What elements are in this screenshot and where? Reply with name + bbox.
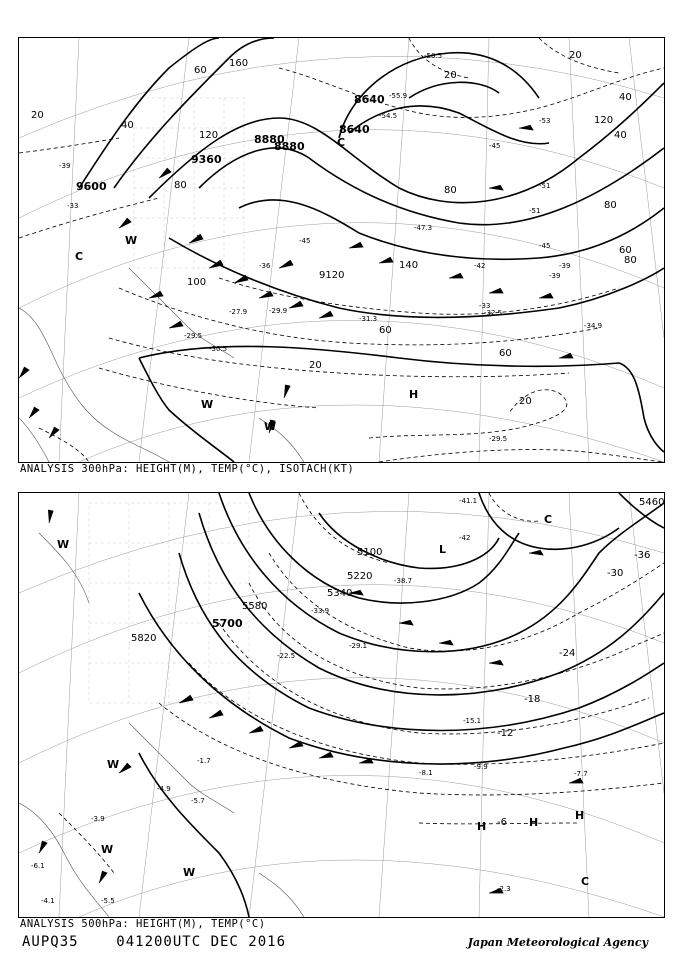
isotach-label: 20 bbox=[569, 50, 582, 61]
temp-label: -45 bbox=[299, 237, 311, 245]
warm-center-symbol: W bbox=[57, 538, 70, 551]
isotach-label: 160 bbox=[229, 58, 249, 69]
isotherm-label: -36 bbox=[634, 550, 651, 561]
height-label-9360: 9360 bbox=[191, 153, 222, 166]
isotherm-label: -18 bbox=[524, 694, 541, 705]
map-300hpa-canvas bbox=[19, 38, 664, 462]
graticule bbox=[19, 38, 664, 462]
temp-label: -4.9 bbox=[157, 785, 171, 793]
temp-label: -55.9 bbox=[389, 92, 408, 100]
temp-label: -3.9 bbox=[91, 815, 105, 823]
temp-label: -29.1 bbox=[349, 642, 368, 650]
isotherm-label: -6 bbox=[497, 817, 507, 828]
isotach-label: 80 bbox=[174, 180, 187, 191]
cold-center-symbol: C bbox=[75, 250, 84, 263]
graticule bbox=[19, 493, 664, 917]
cold-center-symbol: C bbox=[337, 136, 346, 149]
high-center-symbol: H bbox=[575, 809, 585, 822]
warm-center-symbol: W bbox=[201, 398, 214, 411]
isotach-label: 20 bbox=[309, 360, 322, 371]
temp-label: -50.5 bbox=[424, 52, 443, 60]
temp-label: -2.3 bbox=[497, 885, 511, 893]
temp-label: -51 bbox=[529, 207, 541, 215]
temp-label: -8.1 bbox=[419, 769, 433, 777]
isotach-label: 120 bbox=[199, 130, 219, 141]
map-500hpa bbox=[18, 492, 665, 918]
temp-label: -36 bbox=[259, 262, 271, 270]
temp-label: -29.5 bbox=[489, 435, 508, 443]
temp-label: -9.9 bbox=[474, 763, 488, 771]
temp-label: -29.9 bbox=[269, 307, 288, 315]
isotach-label: 60 bbox=[379, 325, 392, 336]
high-center-symbol: H bbox=[477, 820, 487, 833]
height-contours bbox=[139, 493, 664, 917]
temp-label: -39 bbox=[549, 272, 561, 280]
isotherms-dashed bbox=[19, 38, 664, 462]
temp-label: -42 bbox=[474, 262, 486, 270]
temp-label: -45 bbox=[539, 242, 551, 250]
temp-labels bbox=[31, 497, 588, 905]
warm-center-symbol: W bbox=[125, 234, 138, 247]
temp-label: -27.9 bbox=[229, 308, 248, 316]
temp-label: -33.9 bbox=[311, 607, 330, 615]
isotach-label: 60 bbox=[619, 245, 632, 256]
temp-label: -1.7 bbox=[197, 757, 211, 765]
temp-label: -39 bbox=[59, 162, 71, 170]
height-label-5460: 5460 bbox=[639, 497, 664, 508]
temp-label: -39 bbox=[559, 262, 571, 270]
temp-label: -32.5 bbox=[484, 309, 503, 317]
caption-500hpa: ANALYSIS 500hPa: HEIGHT(M), TEMP(°C) bbox=[20, 918, 266, 930]
temp-label: -7.7 bbox=[574, 770, 588, 778]
hatched-region bbox=[89, 503, 249, 703]
height-label-9120: 9120 bbox=[319, 270, 345, 281]
isotach-label: 40 bbox=[121, 120, 134, 131]
height-label-5220: 5220 bbox=[347, 571, 373, 582]
isotach-label: 60 bbox=[499, 348, 512, 359]
cold-center-symbol: C bbox=[544, 513, 553, 526]
temp-label: -15.1 bbox=[463, 717, 482, 725]
height-label-5820: 5820 bbox=[131, 633, 157, 644]
high-center-symbol: H bbox=[409, 388, 419, 401]
height-label-9600: 9600 bbox=[76, 180, 107, 193]
isotach-label: 20 bbox=[444, 70, 457, 81]
temp-label: -42 bbox=[459, 534, 471, 542]
height-label-5580: 5580 bbox=[242, 601, 268, 612]
map-300hpa bbox=[18, 37, 665, 463]
isotherm-label: -12 bbox=[497, 728, 514, 739]
warm-center-symbol: W bbox=[107, 758, 120, 771]
isotherm-label: -30 bbox=[607, 568, 624, 579]
warm-center-symbol: W bbox=[183, 866, 196, 879]
isotach-label: 40 bbox=[619, 92, 632, 103]
agency-credit: Japan Meteorological Agency bbox=[467, 936, 648, 949]
isotherm-label: -24 bbox=[559, 648, 576, 659]
temp-label: -34.9 bbox=[584, 322, 603, 330]
isotach-label: 60 bbox=[194, 65, 207, 76]
height-label-8880-b: 8880 bbox=[274, 140, 305, 153]
caption-300hpa: ANALYSIS 300hPa: HEIGHT(M), TEMP(°C), ISOTACH(KT) bbox=[20, 463, 355, 475]
height-label-5100: 5100 bbox=[357, 547, 383, 558]
temp-label: -31.3 bbox=[359, 315, 378, 323]
jet-core-hatch bbox=[134, 98, 244, 268]
chart-code: AUPQ35 041200UTC DEC 2016 bbox=[22, 934, 287, 950]
temp-label: -54.5 bbox=[379, 112, 398, 120]
temp-label: -22.5 bbox=[277, 652, 296, 660]
isotach-label: 120 bbox=[594, 115, 614, 126]
isotach-label: 80 bbox=[624, 255, 637, 266]
height-label-5700: 5700 bbox=[212, 617, 243, 630]
temp-label: -45 bbox=[489, 142, 501, 150]
temp-label: -6.1 bbox=[31, 862, 45, 870]
height-label-5340: 5340 bbox=[327, 588, 353, 599]
temp-label: -5.5 bbox=[101, 897, 115, 905]
height-label-8640-b: 8640 bbox=[339, 123, 370, 136]
low-center-symbol: L bbox=[439, 543, 447, 556]
isotach-label: 40 bbox=[614, 130, 627, 141]
temp-label: -51 bbox=[539, 182, 551, 190]
isotach-label: 80 bbox=[604, 200, 617, 211]
isotach-label: 20 bbox=[519, 396, 532, 407]
temp-label: -33 bbox=[67, 202, 79, 210]
wind-barbs bbox=[19, 125, 573, 438]
temp-label: -47.3 bbox=[414, 224, 433, 232]
isotach-label: 100 bbox=[187, 277, 207, 288]
isotach-label: 80 bbox=[444, 185, 457, 196]
temp-labels bbox=[59, 52, 602, 443]
map-500hpa-canvas bbox=[19, 493, 664, 917]
height-label-8880-a: 8880 bbox=[254, 133, 285, 146]
temp-label: -29.5 bbox=[184, 332, 203, 340]
temp-label: -38.7 bbox=[394, 577, 413, 585]
height-label-8640-a: 8640 bbox=[354, 93, 385, 106]
wind-barbs bbox=[39, 510, 583, 893]
isotach-label: 140 bbox=[399, 260, 419, 271]
temp-label: -30.5 bbox=[209, 345, 228, 353]
temp-label: -53 bbox=[539, 117, 551, 125]
warm-center-symbol: W bbox=[101, 843, 114, 856]
high-center-symbol: H bbox=[529, 816, 539, 829]
cold-center-symbol: C bbox=[581, 875, 590, 888]
temp-label: -5.7 bbox=[191, 797, 205, 805]
warm-center-symbol: W bbox=[264, 420, 277, 433]
temp-label: -33 bbox=[479, 302, 491, 310]
temp-label: -4.1 bbox=[41, 897, 55, 905]
temp-label: -41.1 bbox=[459, 497, 478, 505]
isotach-label: 20 bbox=[31, 110, 44, 121]
